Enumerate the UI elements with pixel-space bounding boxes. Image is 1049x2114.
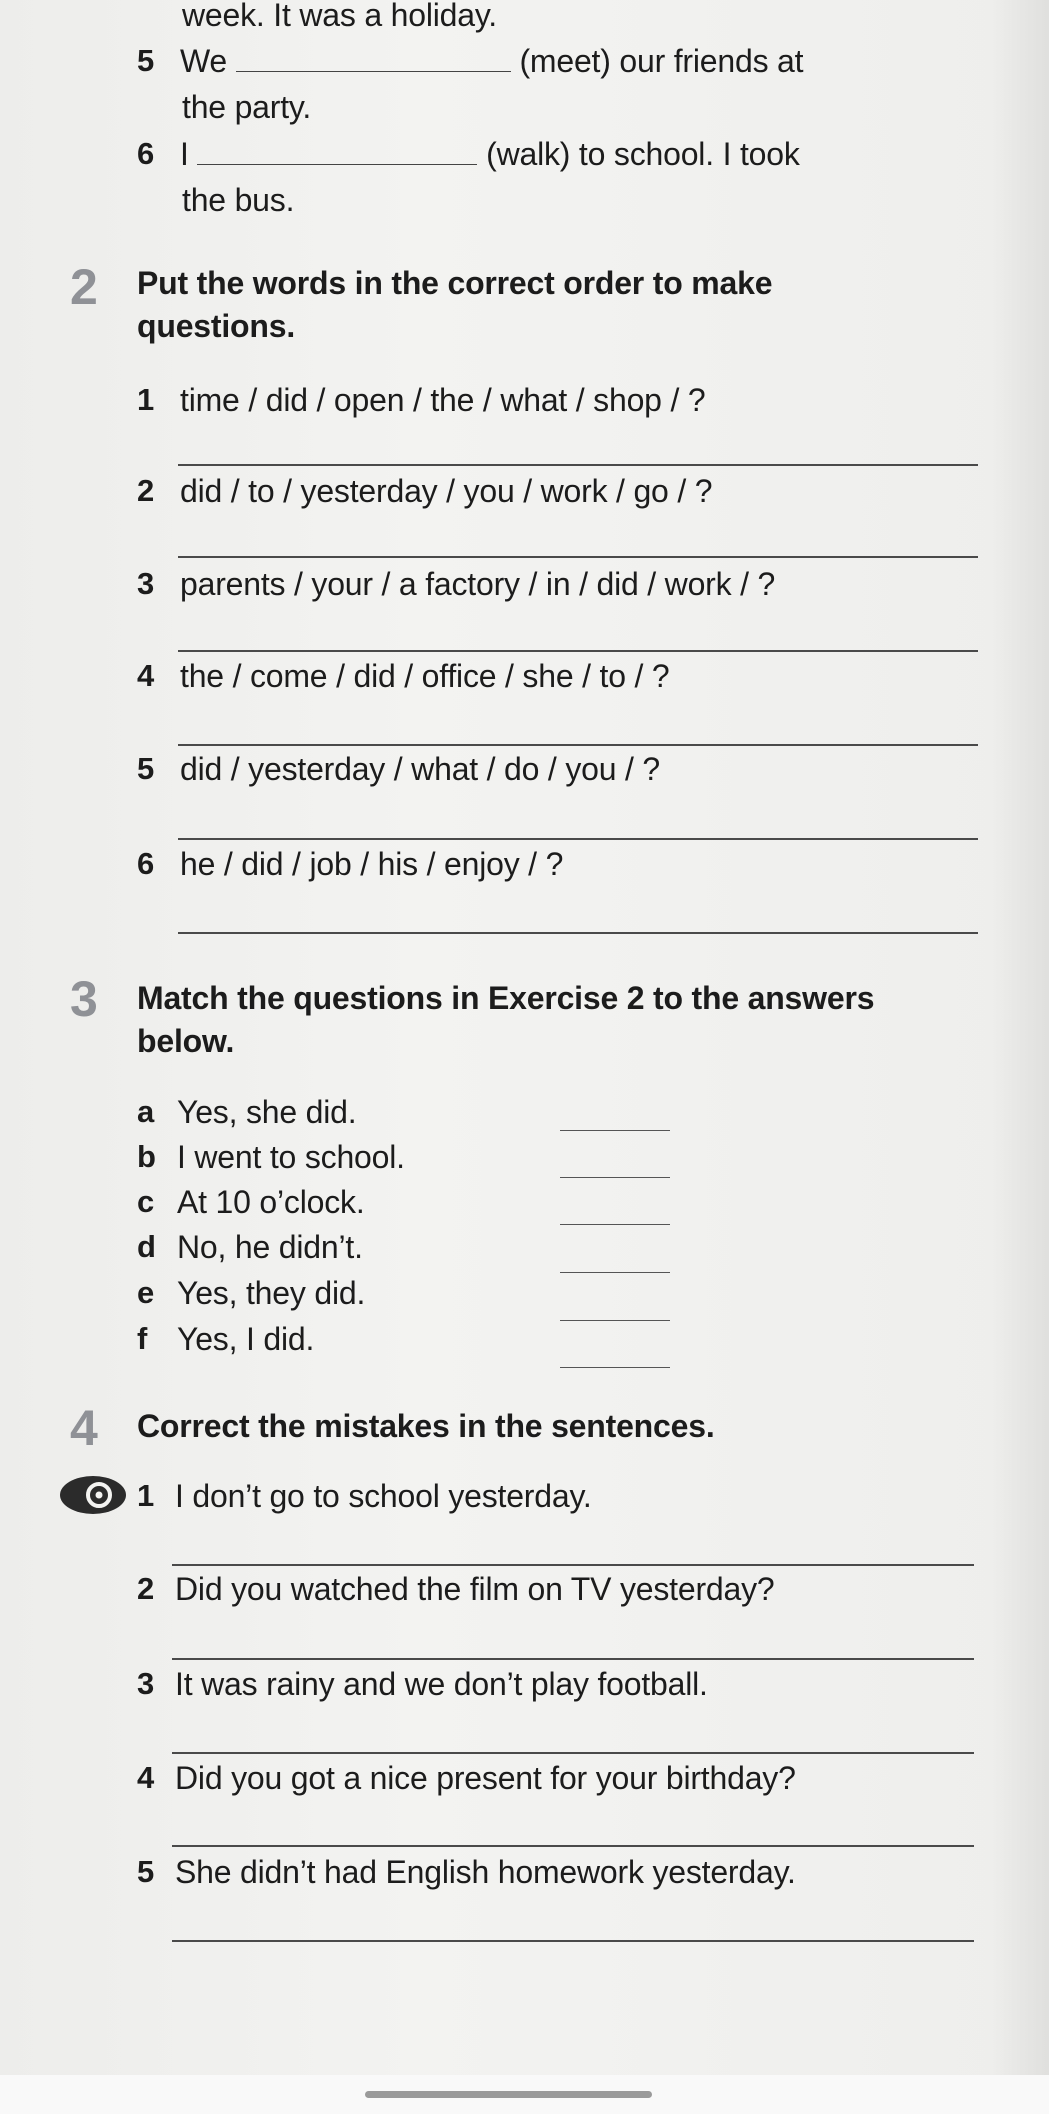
ex4-item-3: It was rainy and we don’t play football. bbox=[175, 1666, 708, 1702]
ex3-item-b-answer-blank[interactable] bbox=[560, 1177, 670, 1178]
ex1-item-6 bbox=[180, 135, 800, 173]
ex4-item-3-answer-line[interactable] bbox=[172, 1752, 974, 1754]
ex2-item-1-answer-line[interactable] bbox=[178, 464, 978, 466]
ex3-item-b-letter: b bbox=[137, 1139, 156, 1174]
ex1-item-5-blank[interactable] bbox=[236, 45, 511, 72]
ex3-item-a-letter: a bbox=[137, 1094, 155, 1129]
ex3-item-f-letter: f bbox=[137, 1321, 148, 1356]
ex2-item-2-number: 2 bbox=[137, 473, 155, 508]
ex3-item-c-letter: c bbox=[137, 1184, 155, 1219]
ex2-item-4: the / come / did / office / she / to / ? bbox=[180, 658, 670, 694]
ex4-item-1-number: 1 bbox=[137, 1478, 155, 1513]
ex4-item-4-number: 4 bbox=[137, 1760, 155, 1795]
ex2-item-2-answer-line[interactable] bbox=[178, 556, 978, 558]
ex2-item-1-number: 1 bbox=[137, 382, 155, 417]
ex4-item-4: Did you got a nice present for your birthday? bbox=[175, 1760, 796, 1796]
ex4-instruction: Correct the mistakes in the sentences. bbox=[137, 1408, 715, 1444]
home-indicator[interactable] bbox=[365, 2091, 652, 2098]
ex2-number: 2 bbox=[70, 259, 98, 315]
ex3-instruction-line2: below. bbox=[137, 1023, 235, 1059]
ex2-item-5: did / yesterday / what / do / you / ? bbox=[180, 751, 660, 787]
ex3-number: 3 bbox=[70, 971, 98, 1027]
ex1-item-6-before: I bbox=[180, 136, 189, 172]
ex3-item-c-answer-blank[interactable] bbox=[560, 1224, 670, 1225]
ex1-item-5-cont: the party. bbox=[182, 89, 312, 125]
ex2-item-6-answer-line[interactable] bbox=[178, 932, 978, 934]
ex3-item-e-answer-blank[interactable] bbox=[560, 1320, 670, 1321]
ex4-item-5-number: 5 bbox=[137, 1854, 155, 1889]
ex1-item-6-blank[interactable] bbox=[197, 138, 477, 165]
ex3-item-b: I went to school. bbox=[177, 1139, 405, 1175]
ex4-item-5-answer-line[interactable] bbox=[172, 1940, 974, 1942]
ex2-item-3-answer-line[interactable] bbox=[178, 650, 978, 652]
ex3-item-d: No, he didn’t. bbox=[177, 1229, 363, 1265]
ex4-item-4-answer-line[interactable] bbox=[172, 1845, 974, 1847]
ex3-item-e: Yes, they did. bbox=[177, 1275, 366, 1311]
ex3-item-f: Yes, I did. bbox=[177, 1321, 315, 1357]
ex3-item-a: Yes, she did. bbox=[177, 1094, 357, 1130]
ex2-item-4-answer-line[interactable] bbox=[178, 744, 978, 746]
ex4-number: 4 bbox=[70, 1400, 98, 1456]
ex1-item-5-before: We bbox=[180, 43, 228, 79]
ex4-item-2-answer-line[interactable] bbox=[172, 1658, 974, 1660]
ex3-item-f-answer-blank[interactable] bbox=[560, 1367, 670, 1368]
ex1-top-text: week. It was a holiday. bbox=[182, 0, 497, 33]
ex4-item-2-number: 2 bbox=[137, 1571, 155, 1606]
ex3-item-c: At 10 o’clock. bbox=[177, 1184, 365, 1220]
ex2-instruction-line1: Put the words in the correct order to make bbox=[137, 265, 773, 301]
ex3-item-d-answer-blank[interactable] bbox=[560, 1272, 670, 1273]
ex1-item-6-after: (walk) to school. I took bbox=[486, 136, 800, 172]
ex2-item-5-number: 5 bbox=[137, 751, 155, 786]
ex4-item-1: I don’t go to school yesterday. bbox=[175, 1478, 592, 1514]
ex3-instruction-line1: Match the questions in Exercise 2 to the answers bbox=[137, 980, 875, 1016]
ex3-item-d-letter: d bbox=[137, 1229, 156, 1264]
ex4-item-5: She didn’t had English homework yesterday. bbox=[175, 1854, 796, 1890]
ex2-instruction-line2: questions. bbox=[137, 308, 296, 344]
ex1-item-5-after: (meet) our friends at bbox=[519, 43, 804, 79]
example-target-icon bbox=[58, 1474, 128, 1516]
ex1-item-6-number: 6 bbox=[137, 136, 155, 171]
ex4-item-3-number: 3 bbox=[137, 1666, 155, 1701]
ex2-item-4-number: 4 bbox=[137, 658, 155, 693]
ex4-item-2: Did you watched the film on TV yesterday? bbox=[175, 1571, 775, 1607]
ex2-item-3: parents / your / a factory / in / did / work / ? bbox=[180, 566, 776, 602]
ex1-item-5-number: 5 bbox=[137, 43, 155, 78]
ex4-item-1-answer-line[interactable] bbox=[172, 1564, 974, 1566]
ex2-item-5-answer-line[interactable] bbox=[178, 838, 978, 840]
ex2-item-6-number: 6 bbox=[137, 846, 155, 881]
ex3-item-e-letter: e bbox=[137, 1275, 155, 1310]
ex2-item-3-number: 3 bbox=[137, 566, 155, 601]
ex3-item-a-answer-blank[interactable] bbox=[560, 1130, 670, 1131]
ex1-item-6-cont: the bus. bbox=[182, 182, 295, 218]
ex2-item-2: did / to / yesterday / you / work / go / ? bbox=[180, 473, 713, 509]
ex1-item-5 bbox=[180, 42, 803, 80]
ex2-item-6: he / did / job / his / enjoy / ? bbox=[180, 846, 564, 882]
ex2-item-1: time / did / open / the / what / shop / ? bbox=[180, 382, 706, 418]
